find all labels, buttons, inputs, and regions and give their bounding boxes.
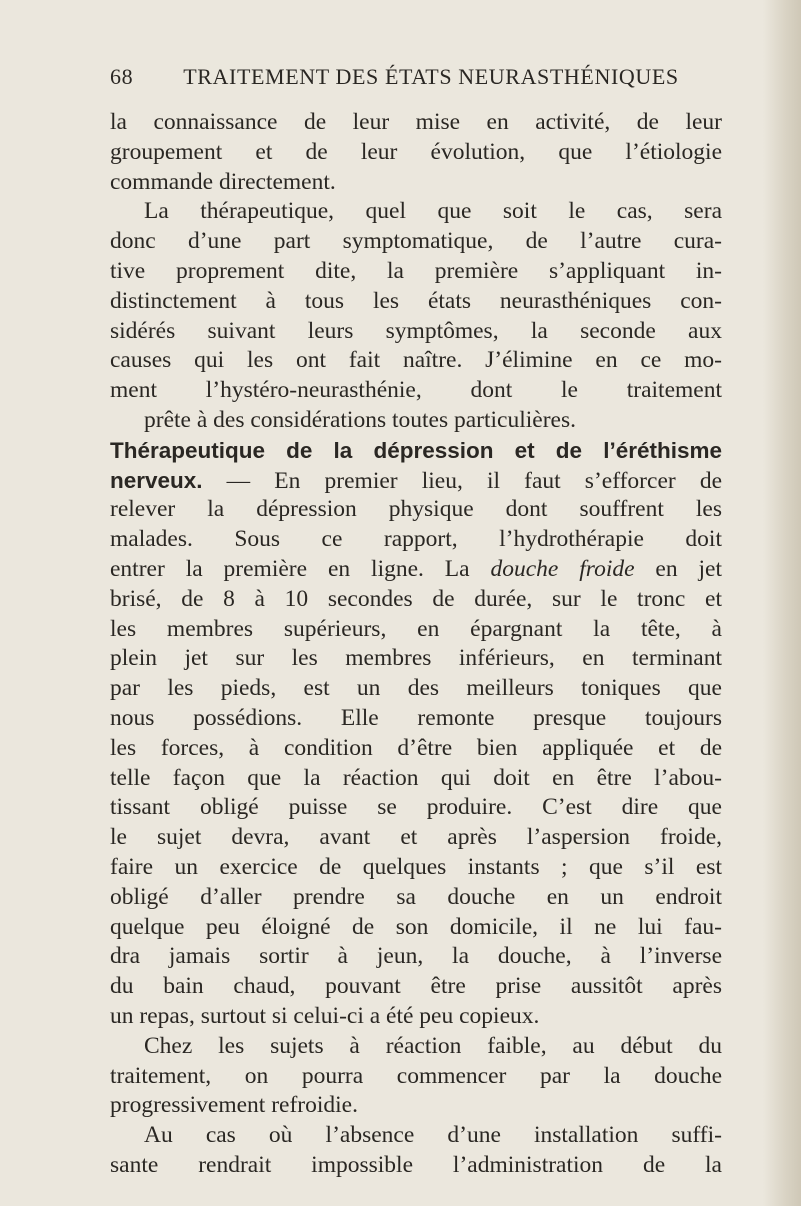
- page-edge-shadow: [763, 0, 801, 1206]
- text-line: sante rendrait impossible l’administration de la: [110, 1151, 722, 1178]
- text-line: plein jet sur les membres inférieurs, en terminant: [110, 645, 722, 672]
- paragraph-start-line: La thérapeutique, quel que soit le cas, sera: [144, 198, 722, 225]
- running-title: TRAITEMENT DES ÉTATS NEURASTHÉNIQUES: [183, 64, 679, 89]
- text-line: un repas, surtout si celui-ci a été peu copieux.: [110, 1002, 540, 1029]
- text-line: ment l’hystéro-neurasthénie, dont le traitement: [110, 377, 722, 404]
- text-line: tive proprement dite, la première s’appliquant in-: [110, 257, 722, 284]
- text-line: distinctement à tous les états neurasthéniques con-: [110, 287, 722, 314]
- text-line: faire un exercice de quelques instants ; que s’il est: [110, 853, 722, 880]
- section-heading: Thérapeutique de la dépression et de l’éréthisme: [110, 437, 722, 463]
- paragraph-start-line: Chez les sujets à réaction faible, au début du: [144, 1032, 722, 1059]
- section-heading-continuation-line: [110, 466, 722, 496]
- text-line: obligé d’aller prendre sa douche en un endroit: [110, 883, 722, 910]
- page-number: 68: [110, 64, 134, 89]
- paragraph-start-line: Au cas où l’absence d’une installation suffi-: [144, 1122, 722, 1149]
- text-line: groupement et de leur évolution, que l’étiologie: [110, 138, 722, 165]
- text-line: traitement, on pourra commencer par la douche: [110, 1062, 722, 1089]
- text-line: prête à des considérations toutes particulières.: [144, 406, 576, 433]
- body-text: [110, 108, 722, 1181]
- text-line: du bain chaud, pouvant être prise aussitôt après: [110, 973, 722, 1000]
- text-line: les membres supérieurs, en épargnant la tête, à: [110, 615, 722, 642]
- text-line: nous possédions. Elle remonte presque toujours: [110, 704, 722, 731]
- text-line: par les pieds, est un des meilleurs toniques que: [110, 675, 722, 702]
- text-line-with-emphasis: [110, 555, 722, 585]
- emphasized-term: douche froide: [490, 555, 635, 582]
- text-line: les forces, à condition d’être bien appliquée et de: [110, 734, 722, 761]
- text-line: brisé, de 8 à 10 secondes de durée, sur le tronc et: [110, 585, 722, 612]
- section-heading-end: nerveux.: [110, 467, 203, 493]
- text-line: le sujet devra, avant et après l’aspersion froide,: [110, 824, 722, 851]
- text-line: telle façon que la réaction qui doit en être l’abou-: [110, 764, 722, 791]
- text-line: sidérés suivant leurs symptômes, la seconde aux: [110, 317, 722, 344]
- text-line: commande directement.: [110, 168, 336, 195]
- text-line: tissant obligé puisse se produire. C’est dire que: [110, 794, 722, 821]
- running-header: [110, 64, 710, 94]
- text-line: relever la dépression physique dont souffrent les: [110, 496, 722, 523]
- text-line: malades. Sous ce rapport, l’hydrothérapie doit: [110, 526, 722, 553]
- heading-run-in-text: — En premier lieu, il faut s’efforcer de: [202, 467, 722, 494]
- text-line: progressivement refroidie.: [110, 1092, 358, 1119]
- section-heading-line: [110, 436, 722, 466]
- text-line: dra jamais sortir à jeun, la douche, à l’inverse: [110, 943, 722, 970]
- text-line: donc d’une part symptomatique, de l’autre cura-: [110, 228, 722, 255]
- text-line: la connaissance de leur mise en activité, de leur: [110, 109, 722, 135]
- text-run: en jet: [634, 555, 722, 582]
- text-line: causes qui les ont fait naître. J’élimine en ce mo-: [110, 347, 722, 374]
- text-line: quelque peu éloigné de son domicile, il ne lui fau-: [110, 913, 722, 940]
- text-run: entrer la première en ligne. La: [110, 555, 491, 582]
